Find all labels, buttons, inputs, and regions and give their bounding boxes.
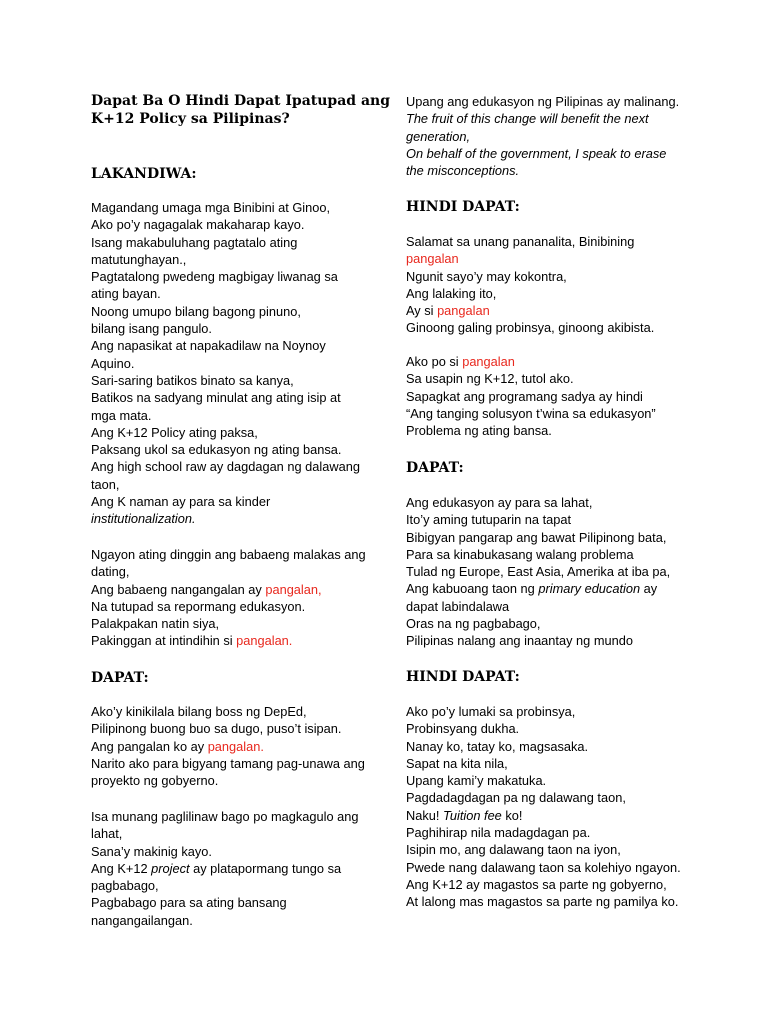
text-line: Ako po’y nagagalak makaharap kayo. [91,217,305,233]
text-line: Sana’y makinig kayo. [91,843,212,859]
text-line: Para sa kinabukasang walang problema [406,546,634,562]
text-line: Upang kami’y makatuka. [406,773,547,789]
text-line: pagbabago, [91,878,159,894]
text-line: Pwede nang dalawang taon sa kolehiyo ngayon. [406,859,681,875]
text-line: Ako’y kinikilala bilang boss ng DepEd, [91,704,307,719]
text-line: Oras na ng pagbabago, [406,616,541,632]
text-line: Nanay ko, tatay ko, magsasaka. [406,738,589,754]
lakandiwa-heading: LAKANDIWA: [91,166,197,182]
text-segment: Ang pangalan ko ay [91,738,208,754]
text-segment: Ang babaeng nangangalan ay [91,581,266,597]
text-line: Ginoong galing probinsya, ginoong akibista. [406,320,655,336]
text-line: Ngunit sayo’y may kokontra, [406,268,567,284]
text-line: Ang K+12 Policy ating paksa, [91,424,258,440]
italic-segment: primary education [538,581,641,597]
text-line: Pagbabago para sa ating bansang [91,895,287,911]
text-line: Pagtatalong pwedeng magbigay liwanag sa [91,269,338,285]
text-line: Problema ng ating bansa. [406,423,552,439]
text-line: Isa munang paglilinaw bago po magkagulo ang [91,809,359,824]
text-line [91,581,366,598]
text-line: Magandang umaga mga Binibini at Ginoo, [91,200,331,215]
text-line: Pilipinong buong buo sa dugo, puso’t isipan. [91,721,342,737]
text-line: Bibigyan pangarap ang bawat Pilipinong bata, [406,529,667,545]
text-line: matutunghayan., [91,251,187,267]
text-line: ating bayan. [91,286,161,302]
text-line-italic: the misconceptions. [406,163,520,179]
italic-segment: Tuition fee [443,807,502,823]
text-line: Probinsyang dukha. [406,721,520,737]
hindi-dapat-heading-2: HINDI DAPAT: [406,669,520,685]
text-line: Aquino. [91,355,135,371]
text-line: At lalong mas magastos sa parte ng pamilya ko. [406,894,679,910]
text-line: dating, [91,564,130,580]
text-line: Ang K+12 ay magastos sa parte ng gobyerno, [406,876,667,892]
text-line: proyekto ng gobyerno. [91,773,219,789]
text-line: Sa usapin ng K+12, tutol ako. [406,371,574,387]
text-line: Isang makabuluhang pagtatalo ating [91,234,298,250]
text-line: Ang high school raw ay dagdagan ng dalawang [91,459,360,475]
text-line: Batikos na sadyang minulat ang ating isip at [91,390,341,406]
text-line: Ako po’y lumaki sa probinsya, [406,704,576,719]
text-line: Tulad ng Europe, East Asia, Amerika at iba pa, [406,564,671,580]
text-line [91,860,359,877]
name-placeholder: pangalan, [265,581,322,597]
text-line-italic: On behalf of the government, I speak to erase [406,145,667,161]
name-placeholder: pangalan. [207,738,264,754]
text-line: Ngayon ating dinggin ang babaeng malakas ang [91,547,366,562]
text-line: “Ang tanging solusyon t’wina sa edukasyon” [406,405,656,421]
text-line: Ang edukasyon ay para sa lahat, [406,495,593,510]
right-top-paragraph [406,93,679,179]
hindi-dapat-paragraph-2 [406,353,656,439]
title-line: Dapat Ba O Hindi Dapat Ipatupad ang [91,93,390,109]
text-line: Isipin mo, ang dalawang taon na iyon, [406,842,621,858]
italic-segment: project [151,860,190,876]
document-title [91,92,391,128]
name-placeholder: pangalan [406,251,459,267]
title-line: K+12 Policy sa Pilipinas? [91,111,290,127]
text-line: Paghihirap nila madagdagan pa. [406,825,591,841]
text-segment: Ay si [406,303,438,319]
text-line: Ang lalaking ito, [406,285,497,301]
name-placeholder: pangalan [437,303,490,319]
text-line-italic: generation, [406,128,471,144]
text-segment: Ang kabuoang taon ng [406,581,539,597]
text-line: Pilipinas nalang ang inaantay ng mundo [406,633,633,649]
dapat-paragraph-3 [406,494,670,650]
text-line: Narito ako para bigyang tamang pag-unawa ang [91,755,365,771]
text-line: lahat, [91,826,123,842]
text-segment: ay [640,581,658,597]
dapat-paragraph-1 [91,703,365,789]
text-line [406,353,656,370]
text-line [406,302,654,319]
text-line: Palakpakan natin siya, [91,616,220,632]
hindi-dapat-paragraph-1 [406,233,654,337]
text-line-italic: institutionalization. [91,511,196,527]
text-segment: Ako po si [406,354,463,369]
dapat-paragraph-2 [91,808,359,929]
text-line: Ang napasikat at napakadilaw na Noynoy [91,338,326,354]
text-line: taon, [91,476,120,492]
hindi-dapat-heading-1: HINDI DAPAT: [406,199,520,215]
text-line: Pagdadagdagan pa ng dalawang taon, [406,790,626,806]
text-line [91,738,365,755]
text-segment: Naku! [406,807,443,823]
text-line: Ito’y aming tutuparin na tapat [406,512,572,528]
text-line: Salamat sa unang pananalita, Binibining [406,234,635,249]
name-placeholder: pangalan. [236,633,293,649]
dapat-heading: DAPAT: [91,670,149,686]
text-line-italic: The fruit of this change will benefit the next [406,111,649,127]
text-line: Sapat na kita nila, [406,755,508,771]
text-line: Noong umupo bilang bagong pinuno, [91,303,301,319]
text-segment: ko! [501,807,523,823]
text-line: Sari-saring batikos binato sa kanya, [91,372,294,388]
text-line: bilang isang pangulo. [91,321,212,337]
text-segment: Ang K+12 [91,860,152,876]
lakandiwa-paragraph-2 [91,546,366,650]
dapat-heading-2: DAPAT: [406,460,464,476]
name-placeholder: pangalan [462,354,515,369]
text-line: Ang K naman ay para sa kinder [91,494,271,510]
lakandiwa-paragraph-1 [91,199,360,528]
text-line [406,580,670,597]
text-line: Upang ang edukasyon ng Pilipinas ay malinang. [406,94,680,109]
text-line: Sapagkat ang programang sadya ay hindi [406,388,643,404]
text-line [91,632,366,649]
text-segment: Pakinggan at intindihin si [91,633,237,649]
text-line: dapat labindalawa [406,598,510,614]
text-line: Paksang ukol sa edukasyon ng ating bansa. [91,442,342,458]
text-line [406,807,681,824]
text-line: mga mata. [91,407,152,423]
text-segment: ay platapormang tungo sa [189,860,342,876]
text-line: Na tutupad sa repormang edukasyon. [91,598,306,614]
text-line: nangangailangan. [91,912,193,928]
hindi-dapat-paragraph-3 [406,703,681,911]
